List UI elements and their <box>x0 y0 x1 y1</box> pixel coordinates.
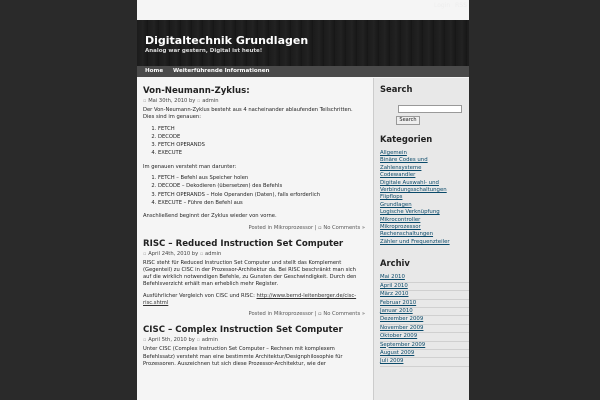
post-meta <box>143 98 365 104</box>
post-body <box>143 346 365 368</box>
post-outro: Anschließend beginnt der Zyklus wieder von vorne. <box>143 213 277 220</box>
category-item[interactable] <box>380 239 469 246</box>
post-link-intro: Ausführlicher Vergleich von CISC und RISC: <box>143 292 255 299</box>
list-item: 3. FETCH OPERANDS <box>158 142 365 149</box>
post-body <box>143 260 365 308</box>
archive-item[interactable] <box>380 308 469 316</box>
categories-heading: Kategorien <box>380 134 433 144</box>
list-item: 2. DECODE <box>158 134 365 141</box>
post-date: Mai 30th, 2010 <box>148 98 188 104</box>
post-author[interactable]: admin <box>205 250 222 257</box>
post-comments-link[interactable]: No Comments » <box>323 224 365 231</box>
post-by: by <box>188 337 195 344</box>
category-item[interactable] <box>380 217 469 224</box>
archive-item[interactable] <box>380 342 469 350</box>
archive-link[interactable]: September 2009 <box>380 341 426 348</box>
archive-heading: Archiv <box>380 258 410 269</box>
post-intro: Der Von-Neumann-Zyklus besteht aus 4 nacheinander ablaufenden Teilschritten. Dies sind im genauen: <box>143 107 353 121</box>
post-by: by <box>191 250 199 257</box>
category-link[interactable]: Rechenschaltungen <box>380 231 434 238</box>
archive-item[interactable] <box>380 291 469 299</box>
archive-link[interactable]: April 2010 <box>380 282 408 289</box>
post <box>143 325 365 368</box>
archive-link[interactable]: August 2009 <box>380 349 415 356</box>
category-link[interactable]: Mikroprozessor <box>380 224 421 231</box>
post-title[interactable]: RISC – Reduced Instruction Set Computer <box>143 238 344 249</box>
category-link[interactable]: Zähler und Frequenzteiler <box>380 238 450 245</box>
archive-item[interactable] <box>380 325 469 333</box>
list-item: 1. FETCH <box>158 126 365 133</box>
post-category-link[interactable]: Mikroprozessor <box>273 311 314 318</box>
category-link[interactable]: Flipflops <box>380 194 403 201</box>
post-author[interactable]: admin <box>202 98 219 104</box>
post-comments-link[interactable]: No Comments » <box>323 311 365 318</box>
category-item[interactable] <box>380 209 469 216</box>
post <box>143 239 365 318</box>
archive-link[interactable]: März 2010 <box>380 291 409 298</box>
list-item: 2. DECODE – Dekodieren (übersetzen) des Befehls <box>158 183 365 190</box>
category-link[interactable]: Grundlagen <box>380 201 412 208</box>
search-button[interactable]: Search <box>396 116 420 125</box>
list-item: 3. FETCH OPERANDS – Hole Operanden (Daten), falls erforderlich <box>158 192 365 199</box>
archive-link[interactable]: Februar 2010 <box>380 299 417 306</box>
category-item[interactable] <box>380 180 469 195</box>
categories-list <box>380 150 469 246</box>
post-date: April 24th, 2010 <box>148 250 191 257</box>
post-by: by <box>189 98 196 104</box>
main-content <box>143 86 365 372</box>
category-item[interactable] <box>380 157 469 172</box>
category-item[interactable] <box>380 194 469 201</box>
archive-item[interactable] <box>380 283 469 291</box>
login-link[interactable]: Login <box>434 2 451 9</box>
category-item[interactable] <box>380 150 469 157</box>
search-spacer <box>380 94 469 134</box>
posted-in-label: Posted in <box>248 224 273 231</box>
post-title[interactable]: Von-Neumann-Zyklus: <box>143 86 250 96</box>
post-category-link[interactable]: Mikroprozessor <box>273 224 314 231</box>
calendar-icon: ▫ <box>143 337 147 344</box>
category-link[interactable]: Logische Verknüpfung <box>380 209 440 216</box>
category-link[interactable]: Digitale Auswahl- und Verbindungsschaltungen <box>380 179 447 194</box>
post-body <box>143 107 365 221</box>
post-paragraph <box>143 293 365 308</box>
user-icon: ▫ <box>196 337 201 344</box>
category-link[interactable]: Codewandler <box>380 172 416 179</box>
archive-item[interactable] <box>380 274 469 282</box>
user-icon: ▫ <box>199 250 204 257</box>
nav-item-weiterfuehrende[interactable]: Weiterführende Informationen <box>173 68 270 74</box>
archive-item[interactable] <box>380 358 469 366</box>
site-title[interactable]: Digitaltechnik Grundlagen <box>145 34 309 47</box>
category-link[interactable]: Binäre Codes und Zahlensysteme <box>380 157 428 171</box>
calendar-icon: ▫ <box>143 250 147 257</box>
search-heading: Search <box>380 84 413 94</box>
search-input[interactable] <box>398 105 462 113</box>
comment-icon: ▫ <box>318 311 322 318</box>
post-meta <box>143 251 365 257</box>
top-links <box>431 2 467 9</box>
post-author[interactable]: admin <box>201 337 218 344</box>
post-footer: Posted in Mikroprozessor | ▫ No Comments » <box>248 311 365 318</box>
post-mid: Im genauen versteht man darunter: <box>143 163 237 170</box>
archive-item[interactable] <box>380 350 469 358</box>
archive-link[interactable]: Mai 2010 <box>380 274 405 281</box>
external-link[interactable]: http://www.bernd-leitenberger.de/cisc-risc.shtml <box>143 292 357 307</box>
post-date: April 5th, 2010 <box>148 337 187 344</box>
post-paragraph: RISC steht für Reduced Instruction Set Computer und stellt das Komplement (Gegenteil) zu CISC in der Prozessor-Architektur da. Bei RISC beschränkt man sich auf die wirklich notwendigen Befehle, zu Gunsten der Geschwindigkeit. Durch den Befehlsverzicht erhält man erheblich mehr Register. <box>143 259 357 288</box>
cycle-detail-list <box>158 175 365 207</box>
archive-link[interactable]: Januar 2010 <box>380 307 413 314</box>
rss-link[interactable]: RSS <box>455 2 467 9</box>
cycle-list <box>158 126 365 158</box>
archive-item[interactable] <box>380 316 469 324</box>
archive-list <box>380 274 469 366</box>
post <box>143 86 365 231</box>
list-item: 4. EXECUTE – Führe den Befehl aus <box>158 200 365 207</box>
category-item[interactable] <box>380 231 469 238</box>
category-item[interactable] <box>380 172 469 179</box>
post-title[interactable]: CISC – Complex Instruction Set Computer <box>143 325 343 336</box>
archive-item[interactable] <box>380 300 469 308</box>
comment-icon: ▫ <box>318 224 322 231</box>
posted-in-label: Posted in <box>248 311 273 318</box>
archive-item[interactable] <box>380 333 469 341</box>
sidebar <box>373 78 469 400</box>
category-item[interactable] <box>380 224 469 231</box>
calendar-icon: ▫ <box>143 98 147 104</box>
main-nav <box>137 66 469 77</box>
post-footer: Posted in Mikroprozessor | ▫ No Comments » <box>248 224 365 231</box>
post-meta <box>143 337 365 343</box>
category-item[interactable] <box>380 202 469 209</box>
archive-link[interactable]: Juli 2009 <box>380 358 404 365</box>
user-icon: ▫ <box>197 98 201 104</box>
site-header <box>137 20 469 66</box>
archive-link[interactable]: November 2009 <box>380 324 424 331</box>
list-item: 1. FETCH – Befehl aus Speicher holen <box>158 175 365 182</box>
category-link[interactable]: Mikrocontroller <box>380 216 421 223</box>
post-paragraph: Unter CISC (Complex Instruction Set Computer – Rechnen mit komplexem Befehlssatz) versteht man eine bestimmte Architektur/Designphilosophie für Prozessoren. Auszeichnen tut sich diese Prozessor-Architektur, wie der <box>143 346 343 367</box>
archive-link[interactable]: Dezember 2009 <box>380 316 424 323</box>
nav-item-home[interactable]: Home <box>145 68 164 74</box>
site-description: Analog war gestern, Digital ist heute! <box>145 48 263 54</box>
category-link[interactable]: Allgemein <box>380 150 407 156</box>
page-wrapper <box>137 0 469 400</box>
archive-link[interactable]: Oktober 2009 <box>380 333 418 340</box>
list-item: 4. EXECUTE <box>158 150 365 157</box>
